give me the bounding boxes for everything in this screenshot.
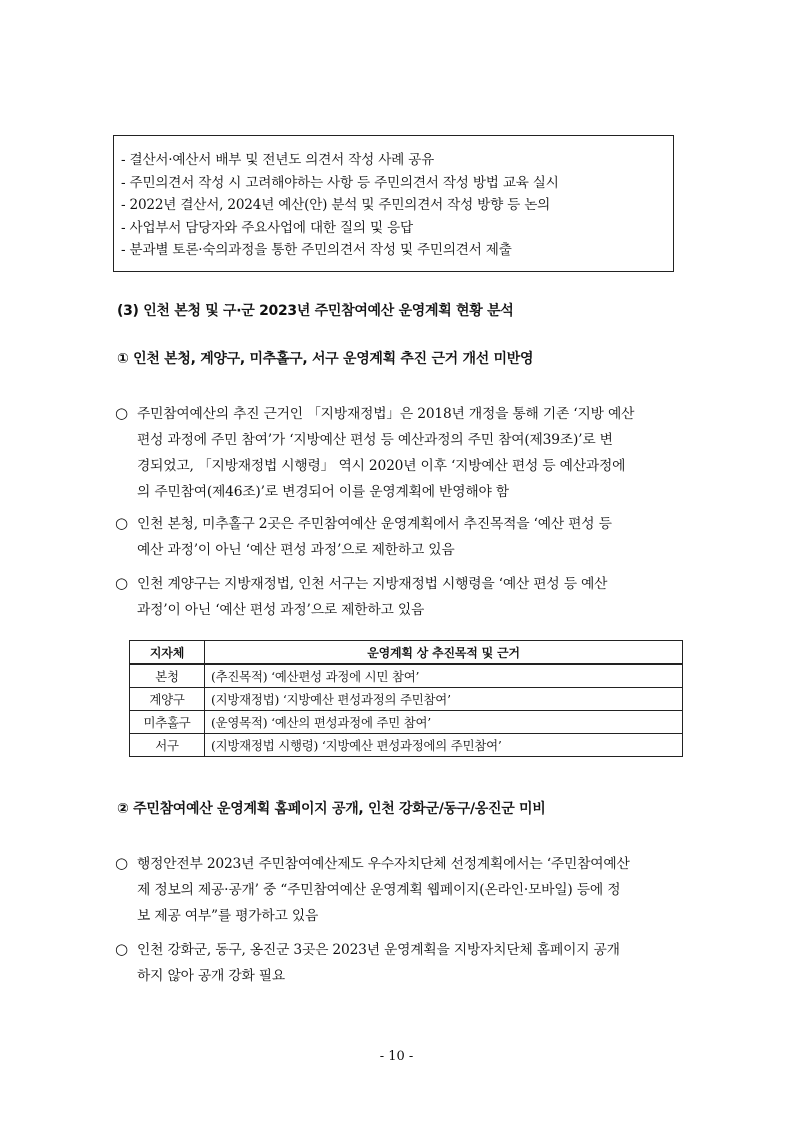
box-line: - 결산서·예산서 배부 및 전년도 의견서 작성 사례 공유 bbox=[121, 152, 435, 168]
municipality-cell: 본청 bbox=[130, 664, 205, 688]
purpose-cell: (지방재정법 시행령) ‘지방예산 편성과정에의 주민참여’ bbox=[205, 734, 683, 757]
paragraph-line: 제 정보의 제공·공개’ 중 “주민참여예산 운영계획 웹페이지(온라인·모바일) 등에 정 bbox=[137, 882, 621, 898]
box-line: - 주민의견서 작성 시 고려해야하는 사항 등 주민의견서 작성 방법 교육 실시 bbox=[121, 174, 559, 191]
paragraph-line: 의 주민참여(제46조)’로 변경되어 이를 운영계획에 반영해야 함 bbox=[137, 484, 509, 500]
table-row bbox=[130, 734, 683, 757]
bullet-icon: ○ bbox=[115, 574, 128, 592]
table-row bbox=[130, 664, 683, 688]
purpose-cell: (운영목적) ‘예산의 편성과정에 주민 참여’ bbox=[205, 711, 683, 734]
paragraph-line: 인천 계양구는 지방재정법, 인천 서구는 지방재정법 시행령을 ‘예산 편성 등 예산 bbox=[137, 576, 608, 592]
box-line: - 분과별 토론·숙의과정을 통한 주민의견서 작성 및 주민의견서 제출 bbox=[121, 242, 512, 258]
column-header-purpose: 운영계획 상 추진목적 및 근거 bbox=[205, 641, 683, 665]
activity-summary-box bbox=[113, 135, 674, 272]
paragraph-3 bbox=[115, 570, 685, 623]
table-header-row bbox=[130, 641, 683, 665]
paragraph-line: 인천 본청, 미추홀구 2곳은 주민참여예산 운영계획에서 추진목적을 ‘예산 편성 등 bbox=[137, 516, 612, 532]
subsection-heading-1: ① 인천 본청, 계양구, 미추홀구, 서구 운영계획 추진 근거 개선 미반영 bbox=[117, 351, 534, 367]
paragraph-line: 편성 과정에 주민 참여’가 ‘지방예산 편성 등 예산과정의 주민 참여(제39조)’로 변 bbox=[137, 432, 613, 448]
bullet-icon: ○ bbox=[115, 940, 128, 958]
purpose-basis-table bbox=[129, 640, 683, 757]
page-number: - 10 - bbox=[379, 1049, 414, 1064]
paragraph-line: 경되었고, 「지방재정법 시행령」 역시 2020년 이후 ‘지방예산 편성 등 예산과정에 bbox=[137, 458, 626, 474]
municipality-cell: 서구 bbox=[130, 734, 205, 757]
municipality-cell: 미추홀구 bbox=[130, 711, 205, 734]
table-row bbox=[130, 711, 683, 734]
bullet-icon: ○ bbox=[115, 854, 128, 872]
paragraph-line: 예산 과정’이 아닌 ‘예산 편성 과정’으로 제한하고 있음 bbox=[137, 542, 455, 558]
table-row bbox=[130, 688, 683, 711]
bullet-icon: ○ bbox=[115, 514, 128, 532]
purpose-cell: (지방재정법) ‘지방예산 편성과정의 주민참여’ bbox=[205, 688, 683, 711]
subsection-heading-2: ② 주민참여예산 운영계획 홈페이지 공개, 인천 강화군/동구/옹진군 미비 bbox=[117, 801, 546, 817]
paragraph-line: 주민참여예산의 추진 근거인 「지방재정법」은 2018년 개정을 통해 기존 ‘지방 예산 bbox=[137, 406, 635, 422]
municipality-cell: 계양구 bbox=[130, 688, 205, 711]
paragraph-line: 행정안전부 2023년 주민참여예산제도 우수자치단체 선정계획에서는 ‘주민참여예산 bbox=[137, 856, 630, 872]
paragraph-line: 과정’이 아닌 ‘예산 편성 과정’으로 제한하고 있음 bbox=[137, 602, 425, 618]
column-header-municipality: 지자체 bbox=[130, 641, 205, 665]
paragraph-2 bbox=[115, 510, 685, 563]
paragraph-line: 인천 강화군, 동구, 옹진군 3곳은 2023년 운영계획을 지방자치단체 홈페이지 공개 bbox=[137, 942, 620, 958]
paragraph-line: 하지 않아 공개 강화 필요 bbox=[137, 968, 286, 984]
paragraph-line: 보 제공 여부”를 평가하고 있음 bbox=[137, 908, 319, 924]
box-line: - 2022년 결산서, 2024년 예산(안) 분석 및 주민의견서 작성 방향 등 논의 bbox=[121, 197, 551, 213]
paragraph-4 bbox=[115, 850, 685, 929]
box-line: - 사업부서 담당자와 주요사업에 대한 질의 및 응답 bbox=[121, 219, 413, 236]
purpose-cell: (추진목적) ‘예산편성 과정에 시민 참여’ bbox=[205, 664, 683, 688]
paragraph-5 bbox=[115, 936, 685, 989]
bullet-icon: ○ bbox=[115, 404, 128, 422]
paragraph-1 bbox=[115, 400, 685, 505]
section-heading: (3) 인천 본청 및 구·군 2023년 주민참여예산 운영계획 현황 분석 bbox=[117, 303, 514, 319]
